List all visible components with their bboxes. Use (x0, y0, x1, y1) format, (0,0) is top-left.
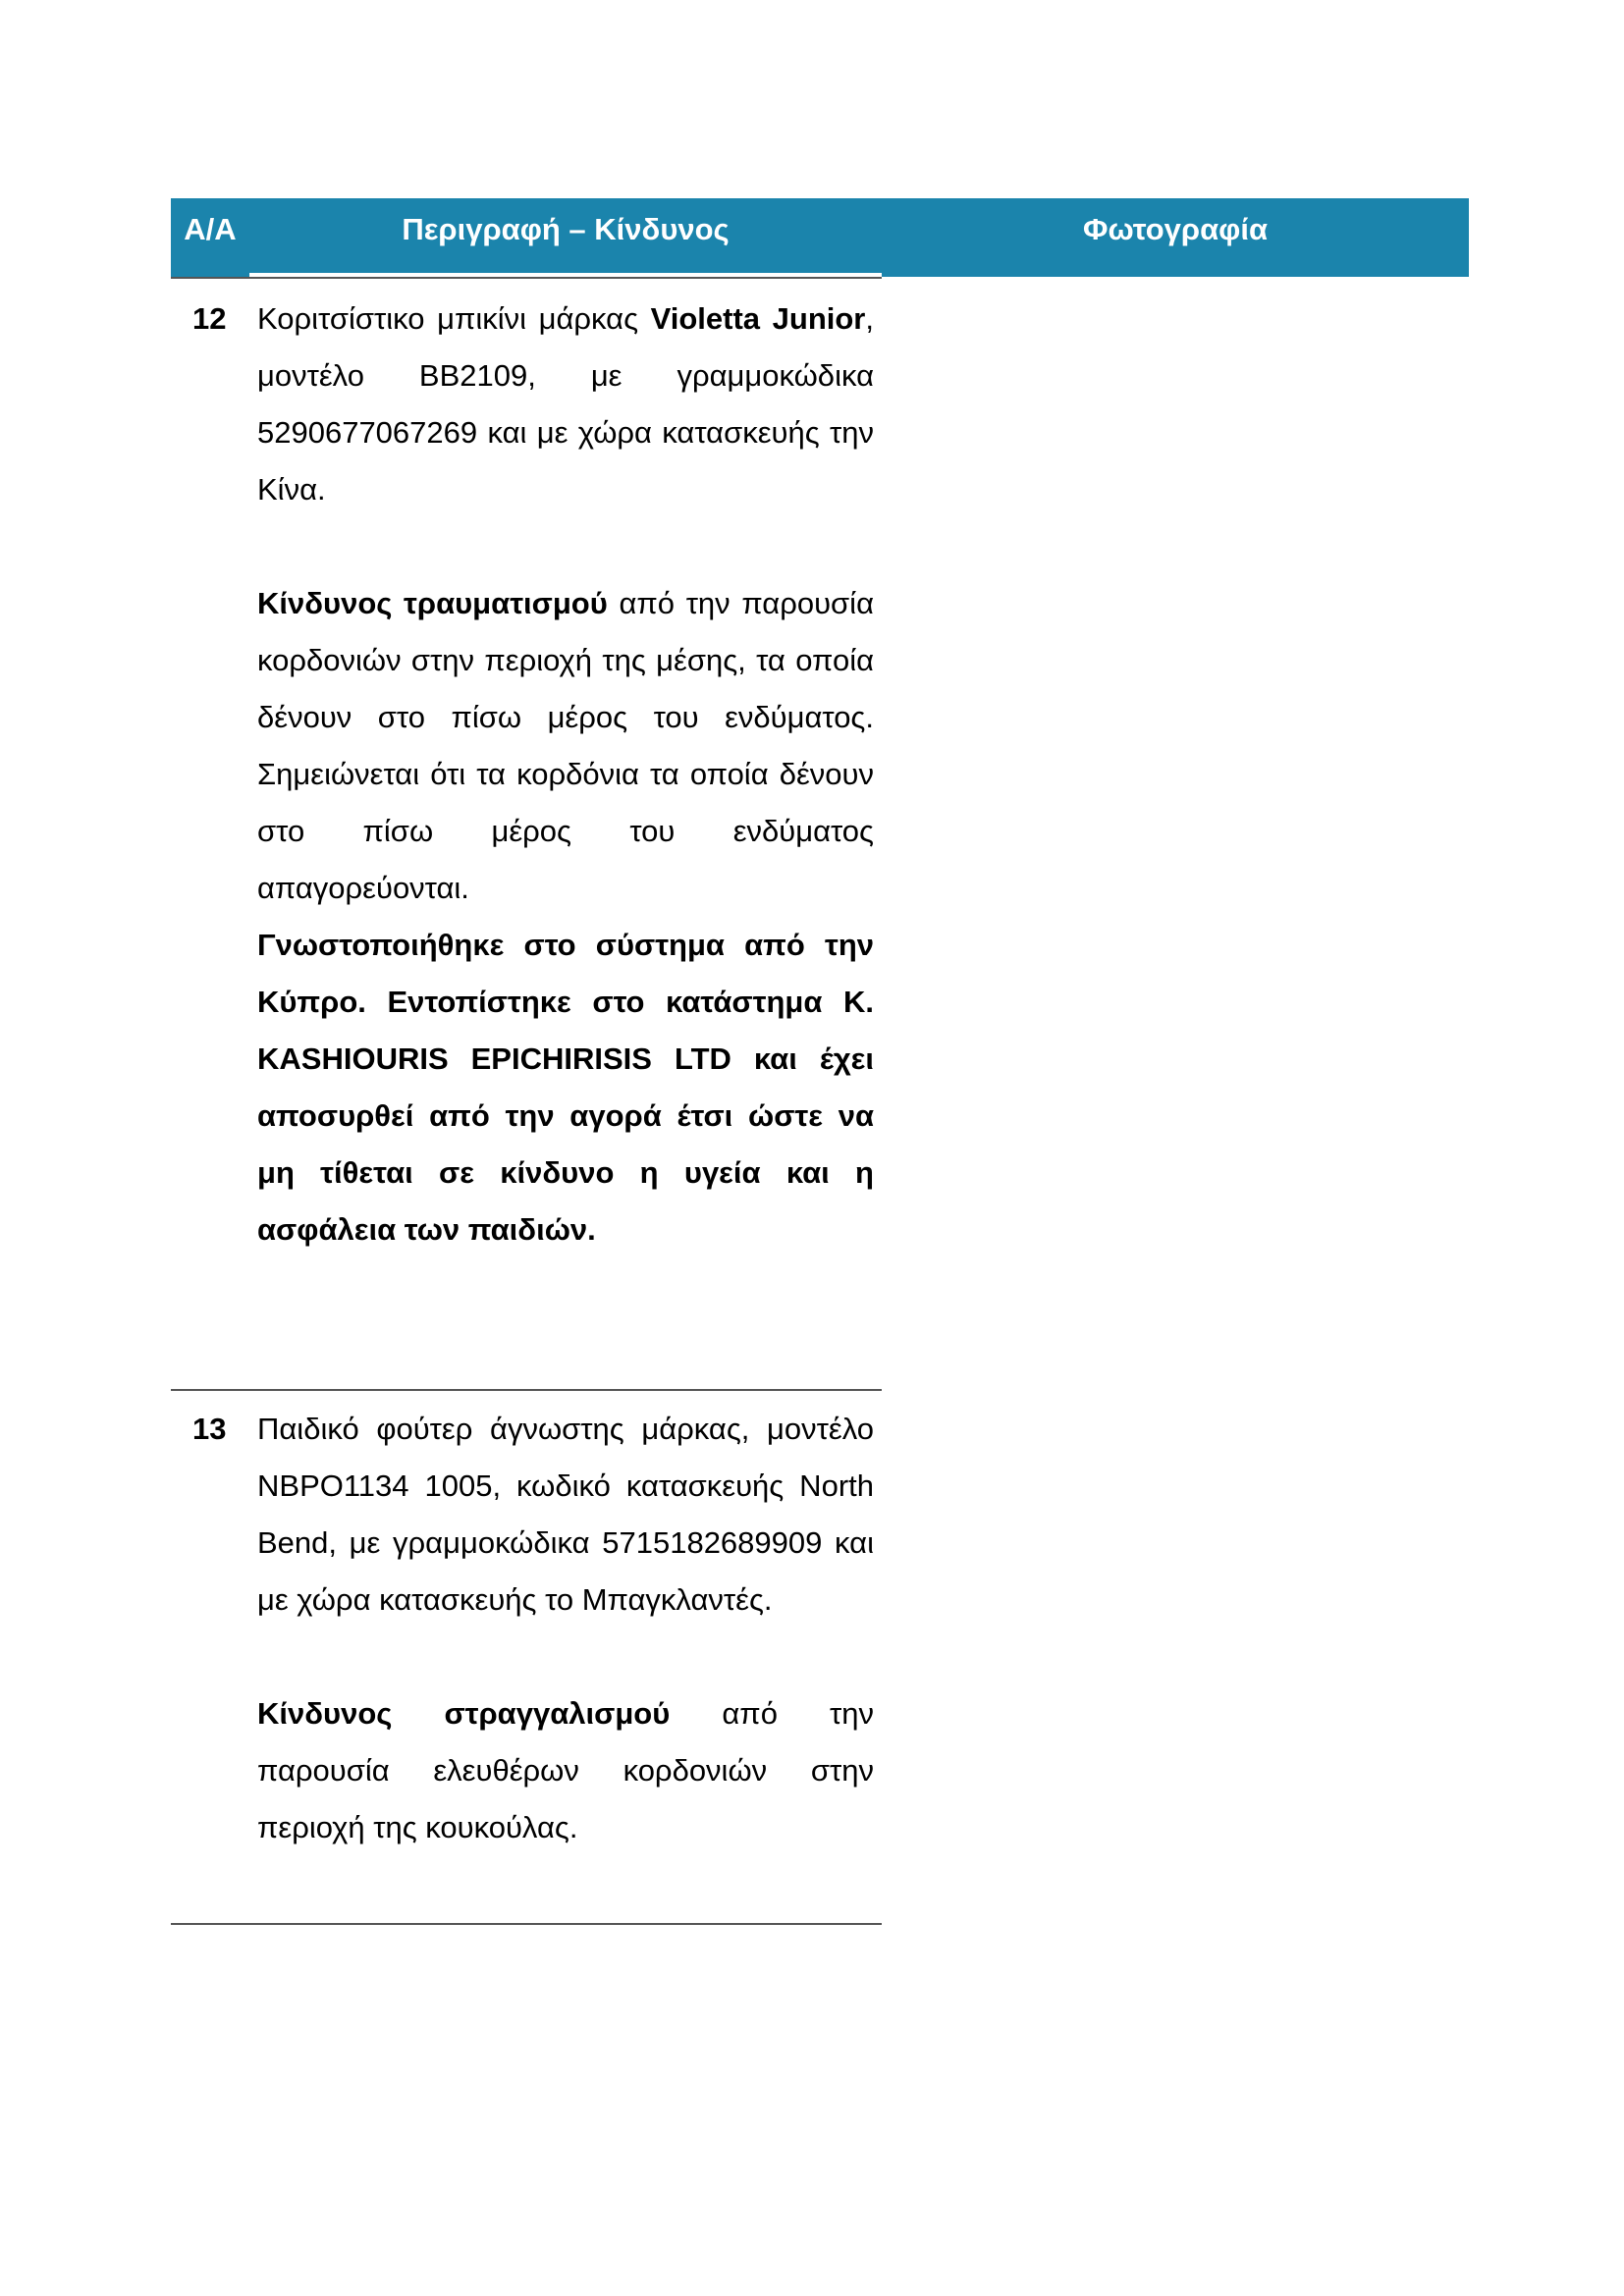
row-rule (171, 1923, 882, 1925)
risk-paragraph (257, 575, 874, 917)
risk-label: Κίνδυνος στραγγαλισμού (257, 1696, 671, 1731)
table-header (171, 198, 1469, 277)
intro-text: Κοριτσίστικο μπικίνι μάρκας (257, 301, 651, 336)
risk-text: από την παρουσία ελευθέρων κορδονιών στην περιοχή της κουκούλας. (257, 1696, 874, 1844)
row-number: 12 (192, 301, 227, 336)
notice-paragraph: Γνωστοποιήθηκε στο σύστημα από την Κύπρο. Εντοπίστηκε στο κατάστημα K. KASHIOURIS EPICHIRISIS LTD και έχει αποσυρθεί από την αγορά έτσι ώστε να μη τίθεται σε κίνδυνο η υγεία και η ασφάλεια των παιδιών. (257, 928, 874, 1247)
row-rule (171, 1389, 882, 1391)
brand-name: Violetta Junior (650, 301, 866, 336)
risk-text: από την παρουσία κορδονιών στην περιοχή της μέσης, τα οποία δένουν στο πίσω μέρος του ενδύματος. Σημειώνεται ότι τα κορδόνια τα οποία δένουν στο πίσω μέρος του ενδύματος απαγορεύονται. (257, 586, 874, 905)
intro-text-rest: , μοντέλο BB2109, με γραμμοκώδικα 5290677067269 και με χώρα κατασκευής την Κίνα. (257, 301, 874, 507)
product-intro: Παιδικό φούτερ άγνωστης μάρκας, μοντέλο NBPO1134 1005, κωδικό κατασκευής North Bend, με γραμμοκώδικα 5715182689909 και με χώρα κατασκευής το Μπαγκλαντές. (257, 1412, 874, 1617)
row-description (257, 1401, 874, 1856)
header-rule (171, 277, 882, 279)
risk-paragraph (257, 1685, 874, 1856)
row-number: 13 (192, 1412, 227, 1446)
row-description (257, 291, 874, 1258)
product-intro (257, 291, 874, 518)
header-description: Περιγραφή – Κίνδυνος (249, 198, 882, 277)
product-table (171, 198, 1469, 1844)
header-photo: Φωτογραφία (882, 198, 1469, 277)
risk-label: Κίνδυνος τραυματισμού (257, 586, 608, 620)
header-aa: Α/Α (171, 198, 249, 277)
